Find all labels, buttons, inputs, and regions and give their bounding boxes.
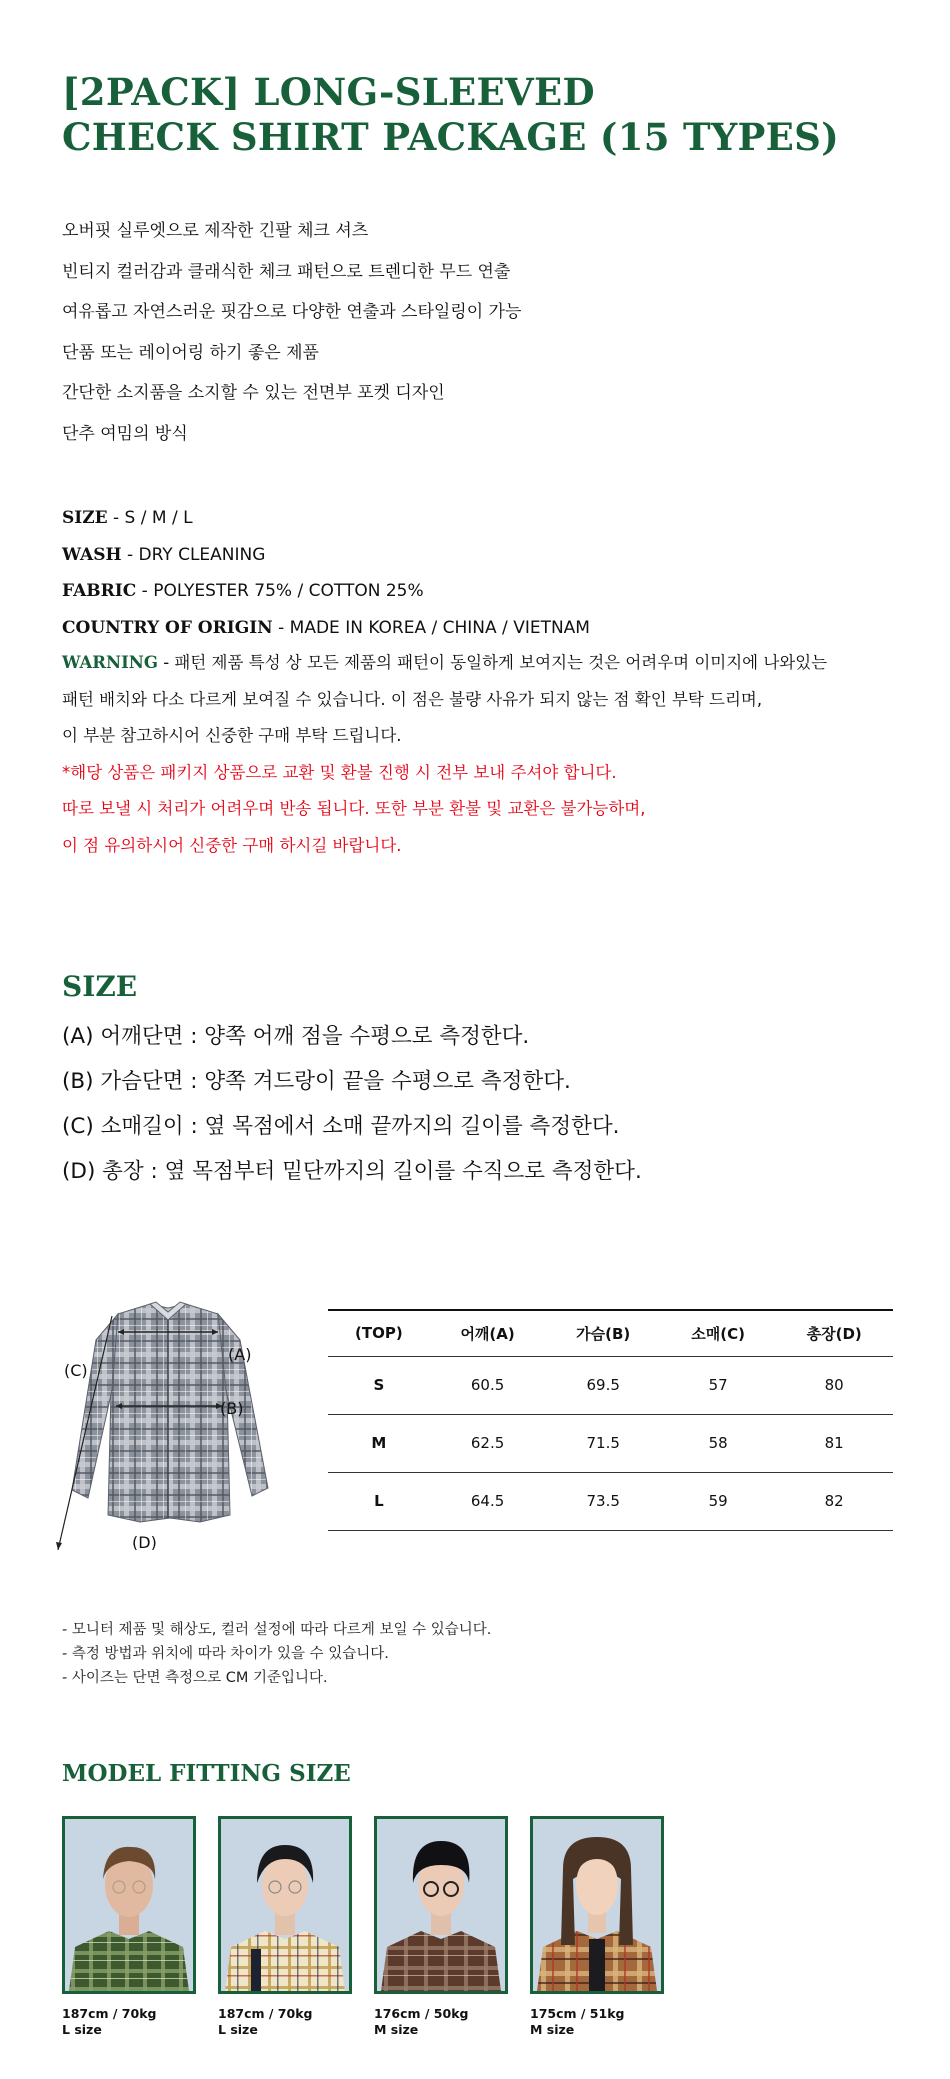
table-cell: 73.5 (546, 1472, 661, 1530)
spec-origin-label: COUNTRY OF ORIGIN (62, 617, 273, 638)
measurement-line: (D) 총장 : 옆 목점부터 밑단까지의 길이를 수직으로 측정한다. (62, 1159, 642, 1184)
model-photo (530, 1816, 664, 1994)
spec-size (62, 505, 590, 542)
description-line: 빈티지 컬러감과 클래식한 체크 패턴으로 트렌디한 무드 연출 (62, 261, 511, 282)
product-specs (62, 505, 590, 651)
warning-notice (62, 650, 912, 869)
warning-line-2: 패턴 배치와 다소 다르게 보여질 수 있습니다. 이 점은 불량 사유가 되지 않는 점 확인 부탁 드리며, (62, 689, 763, 709)
table-cell: 69.5 (546, 1356, 661, 1414)
table-cell: 64.5 (430, 1472, 546, 1530)
model-card (374, 1816, 508, 2038)
diagram-label-d: (D) (132, 1533, 157, 1550)
table-cell: 58 (661, 1414, 775, 1472)
warning-line-3: 이 부분 참고하시어 신중한 구매 부탁 드립니다. (62, 726, 402, 745)
model-card (62, 1816, 196, 2038)
model-measure: 176cm / 50kg (374, 2006, 469, 2021)
size-table-header-row (328, 1310, 893, 1356)
spec-fabric-value: - POLYESTER 75% / COTTON 25% (136, 581, 424, 601)
table-cell-size: L (328, 1472, 430, 1530)
warning-text: - 패턴 제품 특성 상 모든 제품의 패턴이 동일하게 보여지는 것은 어려우며 이미지에 나와있는 (157, 653, 828, 672)
warning-line-1 (62, 650, 912, 687)
page-title-line-2: CHECK SHIRT PACKAGE (15 TYPES) (62, 115, 840, 159)
spec-origin (62, 615, 590, 652)
size-notes (62, 1620, 491, 1692)
model-size: L size (62, 2022, 102, 2037)
description-line: 여유롭고 자연스러운 핏감으로 다양한 연출과 스타일링이 가능 (62, 302, 522, 322)
model-measure: 187cm / 70kg (62, 2006, 157, 2021)
model-size: M size (530, 2022, 575, 2037)
table-header-sleeve: 소매(C) (661, 1310, 775, 1356)
size-chart-table (328, 1309, 893, 1531)
model-photo (218, 1816, 352, 1994)
model-fitting-heading: MODEL FITTING SIZE (62, 1760, 351, 1787)
page-title-line-1: [2PACK] LONG-SLEEVED (62, 70, 595, 114)
model-photo (374, 1816, 508, 1994)
diagram-label-a: (A) (228, 1345, 252, 1364)
spec-origin-value: - MADE IN KOREA / CHINA / VIETNAM (272, 617, 590, 638)
measurement-line: (A) 어깨단면 : 양쪽 어깨 점을 수평으로 측정한다. (62, 1024, 530, 1049)
table-row (328, 1414, 893, 1472)
note-line: - 사이즈는 단면 측정으로 CM 기준입니다. (62, 1670, 328, 1686)
warning-red-line: 따로 보낼 시 처리가 어려우며 반송 됩니다. 또한 부분 환불 및 교환은 불가능하며, (62, 799, 646, 818)
table-header-chest: 가슴(B) (546, 1310, 661, 1356)
diagram-label-b: (B) (220, 1399, 244, 1418)
table-cell: 71.5 (546, 1414, 661, 1472)
spec-size-value: - S / M / L (107, 508, 193, 528)
table-cell: 62.5 (430, 1414, 546, 1472)
measurement-line: (B) 가슴단면 : 양쪽 겨드랑이 끝을 수평으로 측정한다. (62, 1069, 571, 1094)
spec-size-label: SIZE (62, 508, 108, 528)
warning-label: WARNING (62, 653, 158, 672)
page-title (62, 70, 839, 160)
description-line: 단품 또는 레이어링 하기 좋은 제품 (62, 342, 319, 363)
spec-fabric-label: FABRIC (62, 581, 137, 601)
product-description (62, 218, 521, 461)
shirt-measurement-diagram (50, 1300, 290, 1550)
model-photo (62, 1816, 196, 1994)
warning-red-line: 이 점 유의하시어 신중한 구매 하시길 바랍니다. (62, 835, 402, 855)
table-cell: 60.5 (430, 1356, 546, 1414)
spec-wash (62, 542, 590, 579)
table-cell-size: S (328, 1356, 430, 1414)
size-heading: SIZE (62, 970, 138, 1003)
model-measure: 187cm / 70kg (218, 2006, 313, 2021)
spec-wash-label: WASH (62, 544, 122, 565)
table-cell: 57 (661, 1356, 775, 1414)
table-header-top: (TOP) (328, 1310, 430, 1356)
description-line: 단추 여밈의 방식 (62, 423, 188, 444)
model-card (530, 1816, 664, 2038)
spec-fabric (62, 578, 590, 615)
table-cell-size: M (328, 1414, 430, 1472)
model-gallery (62, 1816, 682, 2046)
table-row (328, 1356, 893, 1414)
description-line: 간단한 소지품을 소지할 수 있는 전면부 포켓 디자인 (62, 383, 445, 403)
measurement-guide (62, 1022, 642, 1202)
table-cell: 59 (661, 1472, 775, 1530)
table-cell: 81 (775, 1414, 893, 1472)
model-size: M size (374, 2022, 419, 2037)
diagram-label-c: (C) (64, 1361, 88, 1380)
model-card (218, 1816, 352, 2038)
table-header-shoulder: 어깨(A) (430, 1310, 546, 1356)
table-row (328, 1472, 893, 1530)
shirt-diagram-image (50, 1300, 290, 1550)
measurement-line: (C) 소매길이 : 옆 목점에서 소매 끝까지의 길이를 측정한다. (62, 1114, 620, 1139)
note-line: - 측정 방법과 위치에 따라 차이가 있을 수 있습니다. (62, 1646, 389, 1662)
warning-red-line: *해당 상품은 패키지 상품으로 교환 및 환불 진행 시 전부 보내 주셔야 합니다. (62, 762, 617, 782)
model-measure: 175cm / 51kg (530, 2006, 625, 2021)
note-line: - 모니터 제품 및 해상도, 컬러 설정에 따라 다르게 보일 수 있습니다. (62, 1622, 492, 1638)
table-cell: 80 (775, 1356, 893, 1414)
description-line: 오버핏 실루엣으로 제작한 긴팔 체크 셔츠 (62, 221, 369, 241)
spec-wash-value: - DRY CLEANING (121, 544, 266, 565)
model-size: L size (218, 2022, 258, 2037)
table-cell: 82 (775, 1472, 893, 1530)
table-header-length: 총장(D) (775, 1310, 893, 1356)
